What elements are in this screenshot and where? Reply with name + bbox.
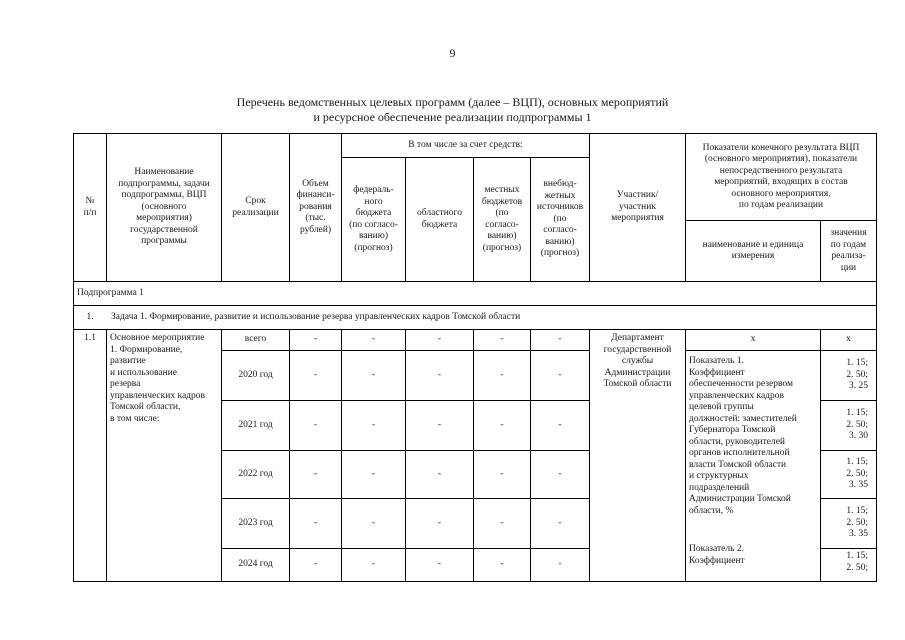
row-regional: - bbox=[437, 334, 442, 345]
row-volume: - bbox=[313, 419, 318, 430]
header-term: Срок реализации bbox=[232, 196, 279, 218]
row-values: 1. 15; 2. 50; 3. 25 bbox=[846, 358, 868, 392]
task-text: Задача 1. Формирование, развитие и использование резерва управленческих кадров Томской области bbox=[111, 311, 521, 322]
table-border-bottom bbox=[73, 581, 877, 582]
row-extra: - bbox=[558, 468, 562, 479]
header-regional: областного бюджета bbox=[417, 208, 462, 230]
measure-num: 1.1 bbox=[84, 333, 96, 343]
row-regional: - bbox=[437, 468, 442, 479]
row-federal: - bbox=[371, 468, 376, 479]
row-values: 1. 15; 2. 50; 3. 35 bbox=[846, 506, 868, 540]
row-federal: - bbox=[371, 559, 376, 570]
indicator-2-text: Показатель 2. Коэффициент bbox=[689, 544, 745, 566]
row-local: - bbox=[500, 468, 504, 479]
row-regional: - bbox=[437, 517, 442, 528]
row-federal: - bbox=[371, 369, 376, 380]
val-line-2023 bbox=[820, 548, 877, 549]
row-extra: - bbox=[558, 517, 562, 528]
header-num: № п/п bbox=[83, 196, 97, 218]
row-volume: - bbox=[313, 334, 318, 345]
header-participant: Участник/ участник мероприятия bbox=[611, 190, 664, 224]
row-term: 2020 год bbox=[238, 369, 273, 380]
row-values: 1. 15; 2. 50; bbox=[846, 551, 868, 573]
row-local: - bbox=[500, 517, 504, 528]
indicator-1-text: Показатель 1. Коэффициент обеспеченности резервом управленческих кадров целевой группы должностей: заместителей Губернатора Томской области, руководителей органов исполнительной власти Томской области и структурных подразделений Администрации Томской области, % bbox=[689, 356, 797, 516]
indicator-x: x bbox=[750, 334, 756, 345]
row-term: 2023 год bbox=[238, 517, 273, 528]
header-volume: Объем финанси- рования (тыс. рублей) bbox=[296, 178, 335, 235]
row-volume: - bbox=[313, 559, 318, 570]
row-local: - bbox=[500, 559, 504, 570]
measure-participant: Департамент государственной службы Администрации Томской области bbox=[603, 333, 672, 389]
header-federal: федераль- ного бюджета (по согласо- ванию) (прогноз) bbox=[349, 185, 398, 253]
header-indicator-values: значения по годам реализа- ции bbox=[830, 228, 867, 273]
task-num: 1. bbox=[86, 311, 94, 322]
page-number: 9 bbox=[449, 46, 456, 60]
row-volume: - bbox=[313, 468, 318, 479]
row-federal: - bbox=[371, 517, 376, 528]
row-values: 1. 15; 2. 50; 3. 35 bbox=[846, 457, 868, 491]
table-border-right bbox=[876, 133, 877, 582]
header-name: Наименование подпрограммы, задачи подпрограммы, ВЦП (основного мероприятия) государственной программы bbox=[118, 167, 210, 247]
row-term: 2022 год bbox=[238, 468, 273, 479]
header-indicators: Показатели конечного результата ВЦП (основного мероприятия), показатели непосредственного результата мероприятий, входящих в состав основного мероприятия, по годам реализации bbox=[702, 142, 860, 210]
row-values: 1. 15; 2. 50; 3. 30 bbox=[846, 408, 868, 442]
row-federal: - bbox=[371, 419, 376, 430]
value-x: x bbox=[846, 334, 851, 345]
header-extra: внебюд- жетных источников (по согласо- ванию) (прогноз) bbox=[536, 179, 584, 259]
row-extra: - bbox=[558, 419, 562, 430]
row-volume: - bbox=[313, 517, 318, 528]
header-local: местных бюджетов (по согласо- ванию) (прогноз) bbox=[481, 185, 523, 253]
row-extra: - bbox=[558, 559, 562, 570]
row-term: всего bbox=[244, 334, 267, 345]
title-line-1: Перечень ведомственных целевых программ (далее – ВЦП), основных мероприятий bbox=[236, 95, 669, 109]
row-regional: - bbox=[437, 369, 442, 380]
row-extra: - bbox=[558, 334, 562, 345]
row-term: 2024 год bbox=[238, 559, 273, 570]
header-indicator-name: наименование и единица измерения bbox=[702, 239, 804, 261]
measure-name: Основное мероприятие 1. Формирование, развитие и использование резерва управленческих кадров Томской области, в том числе: bbox=[110, 333, 205, 424]
header-including: В том числе за счет средств: bbox=[408, 139, 523, 150]
row-regional: - bbox=[437, 559, 442, 570]
row-local: - bbox=[500, 419, 504, 430]
subprogram-label: Подпрограмма 1 bbox=[77, 287, 144, 298]
row-extra: - bbox=[558, 369, 562, 380]
row-federal: - bbox=[371, 334, 376, 345]
title-line-2: и ресурсное обеспечение реализации подпрограммы 1 bbox=[313, 110, 592, 124]
row-local: - bbox=[500, 334, 504, 345]
row-local: - bbox=[500, 369, 504, 380]
row-volume: - bbox=[313, 369, 318, 380]
row-regional: - bbox=[437, 419, 442, 430]
row-term: 2021 год bbox=[238, 419, 273, 430]
